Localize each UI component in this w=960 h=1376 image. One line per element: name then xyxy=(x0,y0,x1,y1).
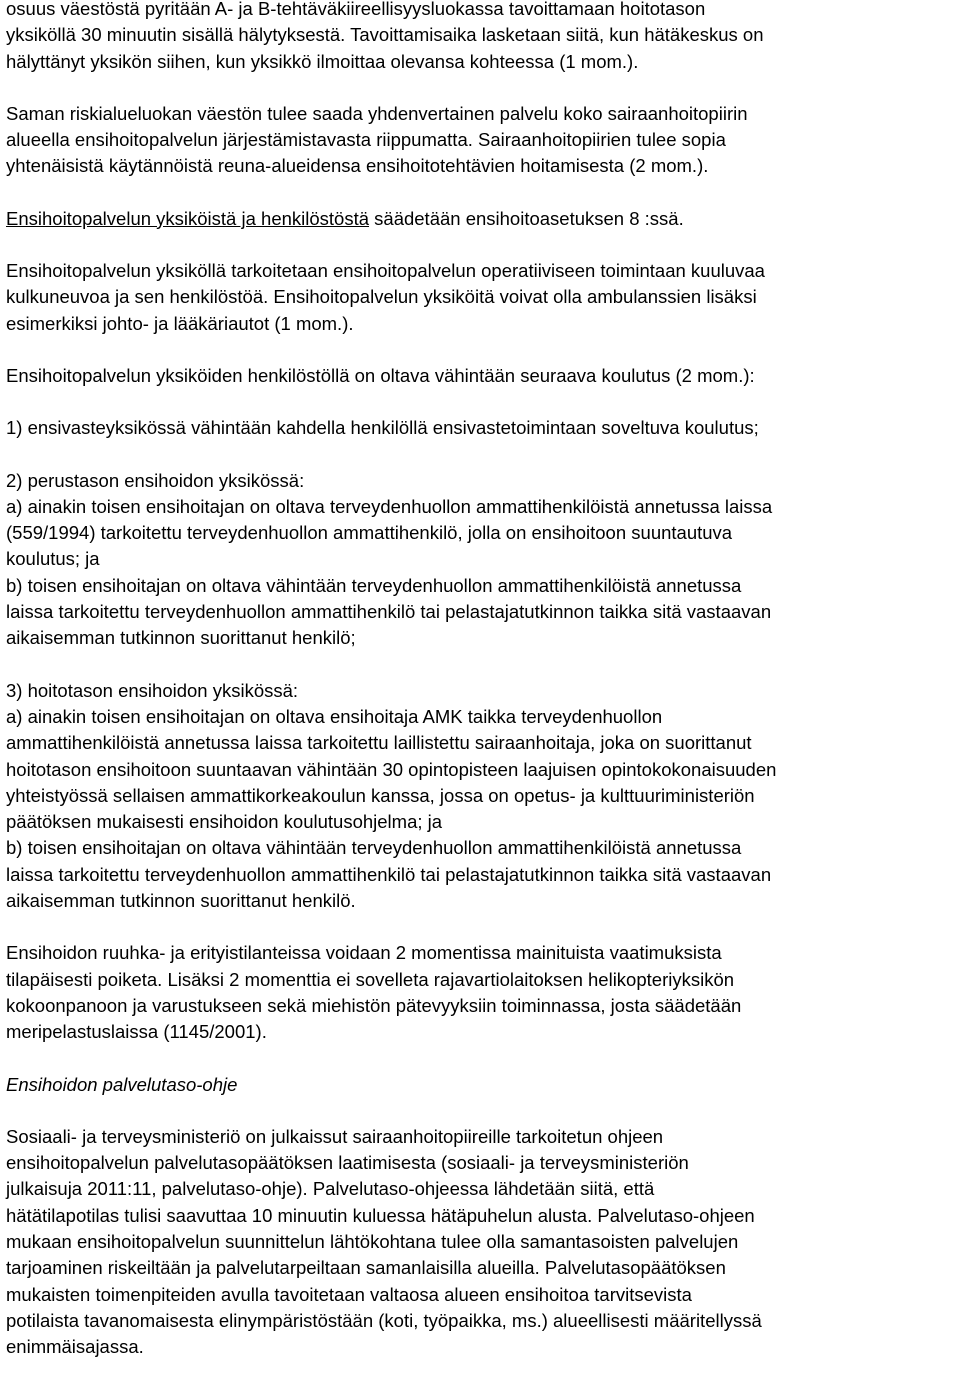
paragraph-equal-service xyxy=(6,101,950,180)
text-line: mukaan ensihoitopalvelun suunnittelun lähtökohtana tulee olla samantasoisten palvelujen xyxy=(6,1230,739,1252)
text-line: tilapäisesti poiketa. Lisäksi 2 momenttia ei sovelleta rajavartiolaitoksen helikopteriyksikön xyxy=(6,968,735,990)
text-line: a) ainakin toisen ensihoitajan on oltava terveydenhuollon ammattihenkilöistä annetussa laissa xyxy=(6,495,773,517)
text-line: alueella ensihoitopalvelun järjestämistavasta riippumatta. Sairaanhoitopiirien tulee sopia xyxy=(6,129,726,151)
decree-link[interactable]: Ensihoitopalvelun yksiköistä ja henkilöstöstä xyxy=(6,207,370,229)
text-line: aikaisemman tutkinnon suorittanut henkilö. xyxy=(6,890,356,912)
text-line: 1) ensivasteyksikössä vähintään kahdella henkilöllä ensivastetoimintaan soveltuva koulutus; xyxy=(6,417,759,439)
text-line: yhteistyössä sellaisen ammattikorkeakoulun kanssa, jossa on opetus- ja kulttuuriministeriön xyxy=(6,784,755,806)
text-line: 2) perustason ensihoidon yksikössä: xyxy=(6,469,305,491)
text-line: b) toisen ensihoitajan on oltava vähintään terveydenhuollon ammattihenkilöistä annetussa xyxy=(6,574,742,596)
text-line: laissa tarkoitettu terveydenhuollon ammattihenkilö tai pelastajatutkinnon taikka sitä vastaavan xyxy=(6,601,772,623)
paragraph-decree-reference xyxy=(6,206,950,232)
text-line: tarjoaminen riskeiltään ja palvelutarpeiltaan samanlaisilla alueilla. Palvelutasopäätöksen xyxy=(6,1257,726,1279)
text-line: b) toisen ensihoitajan on oltava vähintään terveydenhuollon ammattihenkilöistä annetussa xyxy=(6,837,742,859)
text-line xyxy=(6,206,950,232)
text-line: (559/1994) tarkoitettu terveydenhuollon ammattihenkilö, jolla on ensihoitoon suuntautuva xyxy=(6,522,733,544)
text-line: hätätilapotilas tulisi saavuttaa 10 minuutin kuluessa hätäpuhelun alusta. Palvelutaso-ohjeen xyxy=(6,1204,755,1226)
section-heading xyxy=(6,1072,950,1098)
text-line: ensihoitopalvelun palvelutasopäätöksen laatimisesta (sosiaali- ja terveysministeriön xyxy=(6,1152,689,1174)
heading-text: Ensihoidon palvelutaso-ohje xyxy=(6,1073,238,1095)
text-line: aikaisemman tutkinnon suorittanut henkilö; xyxy=(6,627,356,649)
text-line: meripelastuslaissa (1145/2001). xyxy=(6,1021,267,1043)
paragraph-unit-definition xyxy=(6,258,950,337)
text-line: Sosiaali- ja terveysministeriö on julkaissut sairaanhoitopiireille tarkoitetun ohjeen xyxy=(6,1125,664,1147)
text-line: 3) hoitotason ensihoidon yksikössä: xyxy=(6,679,299,701)
text-line: osuus väestöstä pyritään A- ja B-tehtäväkiireellisyysluokassa tavoittamaan hoitotason xyxy=(6,0,706,19)
text-line: kulkuneuvoa ja sen henkilöstöä. Ensihoitopalvelun yksiköitä voivat olla ambulanssien lisäksi xyxy=(6,286,757,308)
paragraph-response-time xyxy=(6,0,950,75)
list-item-basic-level xyxy=(6,468,950,652)
text-line: esimerkiksi johto- ja lääkäriautot (1 mom.). xyxy=(6,312,354,334)
text-line: hoitotason ensihoitoon suuntaavan vähintään 30 opintopisteen laajuisen opintokokonaisuuden xyxy=(6,758,777,780)
paragraph-service-level-guide xyxy=(6,1124,950,1361)
text-line: Saman riskialueluokan väestön tulee saada yhdenvertainen palvelu koko sairaanhoitopiirin xyxy=(6,102,748,124)
text-line: Ensihoitopalvelun yksiköiden henkilöstöllä on oltava vähintään seuraava koulutus (2 mom.): xyxy=(6,364,755,386)
text-line: hälyttänyt yksikön siihen, kun yksikkö ilmoittaa olevansa kohteessa (1 mom.). xyxy=(6,50,639,72)
text-line: potilaista tavanomaisesta elinympäristöstään (koti, työpaikka, ms.) alueellisesti määritellyssä xyxy=(6,1309,762,1331)
text-line: julkaisuja 2011:11, palvelutaso-ohje). Palvelutaso-ohjeessa lähdetään siitä, että xyxy=(6,1178,655,1200)
text-line: enimmäisajassa. xyxy=(6,1336,144,1358)
decree-rest: säädetään ensihoitoasetuksen 8 :ssä. xyxy=(369,207,684,229)
text-line: Ensihoidon ruuhka- ja erityistilanteissa voidaan 2 momentissa mainituista vaatimuksista xyxy=(6,942,722,964)
list-item-first-response xyxy=(6,415,950,441)
text-line: ammattihenkilöistä annetussa laissa tarkoitettu laillistettu sairaanhoitaja, joka on suorittanut xyxy=(6,732,752,754)
text-line: yhtenäisistä käytännöistä reuna-alueidensa ensihoitotehtävien hoitamisesta (2 mom.). xyxy=(6,155,709,177)
text-line: päätöksen mukaisesti ensihoidon koulutusohjelma; ja xyxy=(6,811,443,833)
text-line: mukaisten toimenpiteiden avulla tavoitetaan valtaosa alueen ensihoitoa tarvitsevista xyxy=(6,1283,692,1305)
text-line: a) ainakin toisen ensihoitajan on oltava ensihoitaja AMK taikka terveydenhuollon xyxy=(6,705,663,727)
paragraph-staff-training xyxy=(6,363,950,389)
text-line: koulutus; ja xyxy=(6,548,100,570)
text-line: laissa tarkoitettu terveydenhuollon ammattihenkilö tai pelastajatutkinnon taikka sitä vastaavan xyxy=(6,863,772,885)
text-line: Ensihoitopalvelun yksiköllä tarkoitetaan ensihoitopalvelun operatiiviseen toimintaan kuuluvaa xyxy=(6,260,765,282)
text-line: kokoonpanoon ja varustukseen sekä miehistön pätevyyksiin toiminnassa, josta säädetään xyxy=(6,994,742,1016)
paragraph-exceptions xyxy=(6,940,950,1045)
list-item-advanced-level xyxy=(6,678,950,915)
text-line: yksiköllä 30 minuutin sisällä hälytyksestä. Tavoittamisaika lasketaan siitä, kun hätäkeskus on xyxy=(6,24,764,46)
